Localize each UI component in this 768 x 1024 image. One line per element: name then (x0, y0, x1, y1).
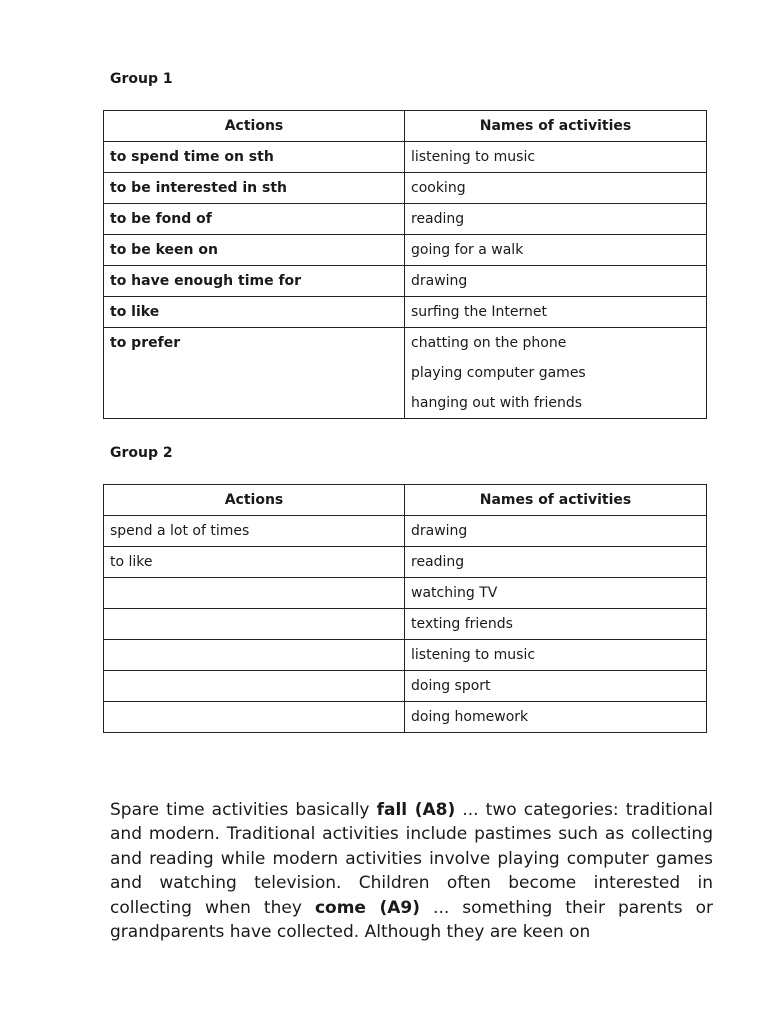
action-cell: to like (104, 297, 405, 328)
action-cell: to have enough time for (104, 266, 405, 297)
table-row (104, 702, 707, 733)
activity-item: doing homework (411, 709, 529, 725)
activity-item: reading (411, 554, 465, 570)
activity-cell (405, 173, 707, 204)
activity-item: drawing (411, 273, 468, 289)
group2-title: Group 2 (110, 445, 173, 461)
table-row (104, 328, 707, 419)
activity-cell (405, 516, 707, 547)
activity-cell (405, 578, 707, 609)
table-row (104, 547, 707, 578)
activity-cell (405, 266, 707, 297)
group2-table (103, 484, 707, 733)
table-row (104, 235, 707, 266)
action-cell: to spend time on sth (104, 142, 405, 173)
group1-table (103, 110, 707, 419)
action-cell: spend a lot of times (104, 516, 405, 547)
activity-cell (405, 702, 707, 733)
activity-cell (405, 142, 707, 173)
activity-cell (405, 640, 707, 671)
action-cell: to prefer (104, 328, 405, 419)
table-row (104, 516, 707, 547)
action-cell (104, 702, 405, 733)
passage-bold-term: come (A9) (314, 897, 421, 918)
activity-cell (405, 204, 707, 235)
activity-item: listening to music (411, 647, 536, 663)
table-row (104, 640, 707, 671)
activity-cell (405, 297, 707, 328)
passage-segment: Spare time activities basically (110, 800, 377, 820)
action-cell (104, 609, 405, 640)
column-header-activities: Names of activities (405, 111, 707, 142)
action-cell: to be interested in sth (104, 173, 405, 204)
table-header-row (104, 111, 707, 142)
activity-item: reading (411, 211, 465, 227)
table-row (104, 266, 707, 297)
activity-item: listening to music (411, 149, 536, 165)
table-row (104, 609, 707, 640)
action-cell: to like (104, 547, 405, 578)
column-header-actions: Actions (104, 485, 405, 516)
activity-item: cooking (411, 180, 466, 196)
passage-segment: ... two categories: traditional and modern. Traditional activities include pastimes such as collecting and reading while modern activities involve playing computer games and watching television. Children often become interested in collecting when they (110, 800, 713, 918)
table-row (104, 142, 707, 173)
table-row (104, 671, 707, 702)
table-row (104, 297, 707, 328)
activity-cell (405, 328, 707, 419)
activity-cell (405, 235, 707, 266)
passage-bold-term: fall (A8) (376, 800, 456, 820)
activity-item: watching TV (411, 585, 498, 601)
column-header-actions: Actions (104, 111, 405, 142)
action-cell (104, 640, 405, 671)
activity-item: chatting on the phone (411, 335, 567, 351)
table-row (104, 173, 707, 204)
activity-item: surfing the Internet (411, 304, 547, 320)
column-header-activities: Names of activities (405, 485, 707, 516)
activity-item: texting friends (411, 616, 513, 632)
table-row (104, 578, 707, 609)
activity-item: going for a walk (411, 242, 524, 258)
activity-cell (405, 609, 707, 640)
table-row (104, 204, 707, 235)
passage-segment: ... something their parents or grandparents have collected. Although they are keen on (110, 897, 713, 943)
activity-item: playing computer games (411, 365, 586, 381)
action-cell: to be fond of (104, 204, 405, 235)
activity-cell (405, 671, 707, 702)
activity-item: doing sport (411, 678, 491, 694)
activity-cell (405, 547, 707, 578)
action-cell: to be keen on (104, 235, 405, 266)
group1-title: Group 1 (110, 71, 173, 87)
table-header-row (104, 485, 707, 516)
action-cell (104, 671, 405, 702)
activity-item: hanging out with friends (411, 395, 583, 411)
passage-text (110, 798, 713, 944)
activity-item: drawing (411, 523, 468, 539)
action-cell (104, 578, 405, 609)
